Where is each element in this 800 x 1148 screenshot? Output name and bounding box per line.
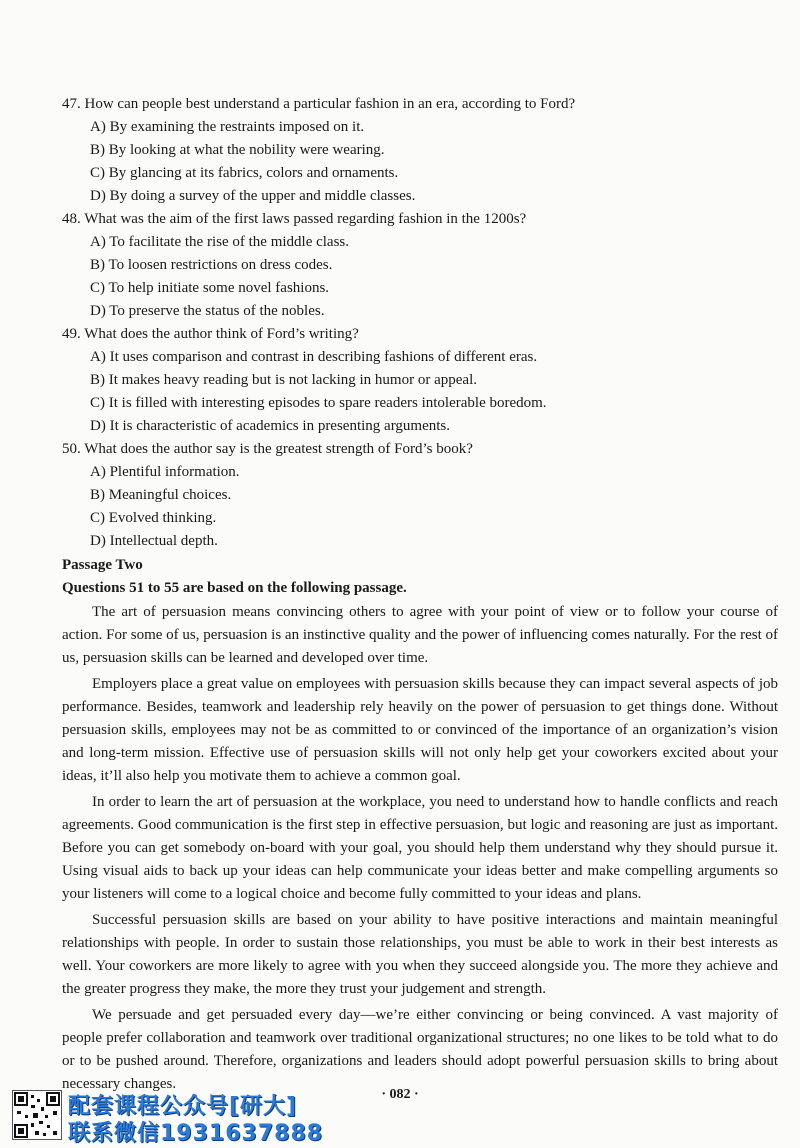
question-stem: 48. What was the aim of the first laws passed regarding fashion in the 1200s?	[62, 211, 527, 227]
passage-title: Passage Two	[62, 557, 143, 573]
passage-subtitle: Questions 51 to 55 are based on the following passage.	[62, 580, 407, 596]
qr-code-icon	[12, 1090, 62, 1140]
passage-paragraph: Successful persuasion skills are based on your ability to have positive interactions and maintain meaningful relationships with people. In order to sustain those relationships, you must be able to work in their best interests as well. Your coworkers are more likely to agree with you when they succeed alongside you. The more they achieve and the greater progress they make, the more they trust your judgement and strength.	[62, 912, 778, 997]
option-c: C) To help initiate some novel fashions.	[90, 280, 330, 296]
option-b: B) To loosen restrictions on dress codes.	[90, 257, 333, 273]
question-stem: 47. How can people best understand a particular fashion in an era, according to Ford?	[62, 96, 576, 112]
option-d: D) Intellectual depth.	[90, 533, 218, 549]
passage-paragraph: Employers place a great value on employees with persuasion skills because they can impact several aspects of job performance. Besides, teamwork and leadership rely heavily on the power of persuasion to get things done. Without persuasion skills, employees may not be as committed to or convinced of the importance of an organization’s vision and long-term mission. Effective use of persuasion skills will not only help get your coworkers excited about your ideas, it’ll also help you motivate them to achieve a common goal.	[62, 676, 778, 784]
option-c: C) By glancing at its fabrics, colors and ornaments.	[90, 165, 399, 181]
passage-paragraph: The art of persuasion means convincing others to agree with your point of view or to follow your course of action. For some of us, persuasion is an instinctive quality and the power of influencing comes naturally. For the rest of us, persuasion skills can be learned and developed over time.	[62, 604, 778, 666]
option-a: A) By examining the restraints imposed on it.	[90, 119, 365, 135]
question-stem: 49. What does the author think of Ford’s writing?	[62, 326, 359, 342]
passage-two	[62, 554, 778, 1099]
option-d: D) To preserve the status of the nobles.	[90, 303, 325, 319]
question-50	[62, 438, 782, 553]
question-list	[62, 93, 782, 553]
option-a: A) Plentiful information.	[90, 464, 240, 480]
page-number: · 082 ·	[381, 1087, 419, 1102]
question-stem: 50. What does the author say is the greatest strength of Ford’s book?	[62, 441, 473, 457]
option-a: A) To facilitate the rise of the middle class.	[90, 234, 350, 250]
passage-paragraph: In order to learn the art of persuasion at the workplace, you need to understand how to handle conflicts and reach agreements. Good communication is the first step in effective persuasion, but logic and reasoning are just as important. Before you can get somebody on-board with your goal, you should help them understand why they should pursue it. Using visual aids to back up your ideas can help communicate your ideas better and make compelling arguments so your listeners will come to a logical choice and become fully committed to your ideas and plans.	[62, 794, 778, 902]
option-b: B) It makes heavy reading but is not lacking in humor or appeal.	[90, 372, 477, 388]
option-d: D) It is characteristic of academics in presenting arguments.	[90, 418, 451, 434]
option-b: B) Meaningful choices.	[90, 487, 232, 503]
question-48	[62, 208, 782, 323]
watermark-line-1: 配套课程公众号[研大]	[68, 1094, 298, 1119]
option-c: C) Evolved thinking.	[90, 510, 217, 526]
option-a: A) It uses comparison and contrast in describing fashions of different eras.	[90, 349, 538, 365]
watermark-line-2: 联系微信1931637888	[68, 1121, 324, 1146]
question-49	[62, 323, 782, 438]
passage-paragraph: We persuade and get persuaded every day—we’re either convincing or being convinced. A vast majority of people prefer collaboration and teamwork over traditional organizational structures; no one likes to be told what to do or to be pushed around. Therefore, organizations and leaders should adopt powerful persuasion skills to bring about necessary changes.	[62, 1007, 778, 1092]
option-c: C) It is filled with interesting episodes to spare readers intolerable boredom.	[90, 395, 547, 411]
option-b: B) By looking at what the nobility were wearing.	[90, 142, 385, 158]
question-47	[62, 93, 782, 208]
option-d: D) By doing a survey of the upper and middle classes.	[90, 188, 416, 204]
